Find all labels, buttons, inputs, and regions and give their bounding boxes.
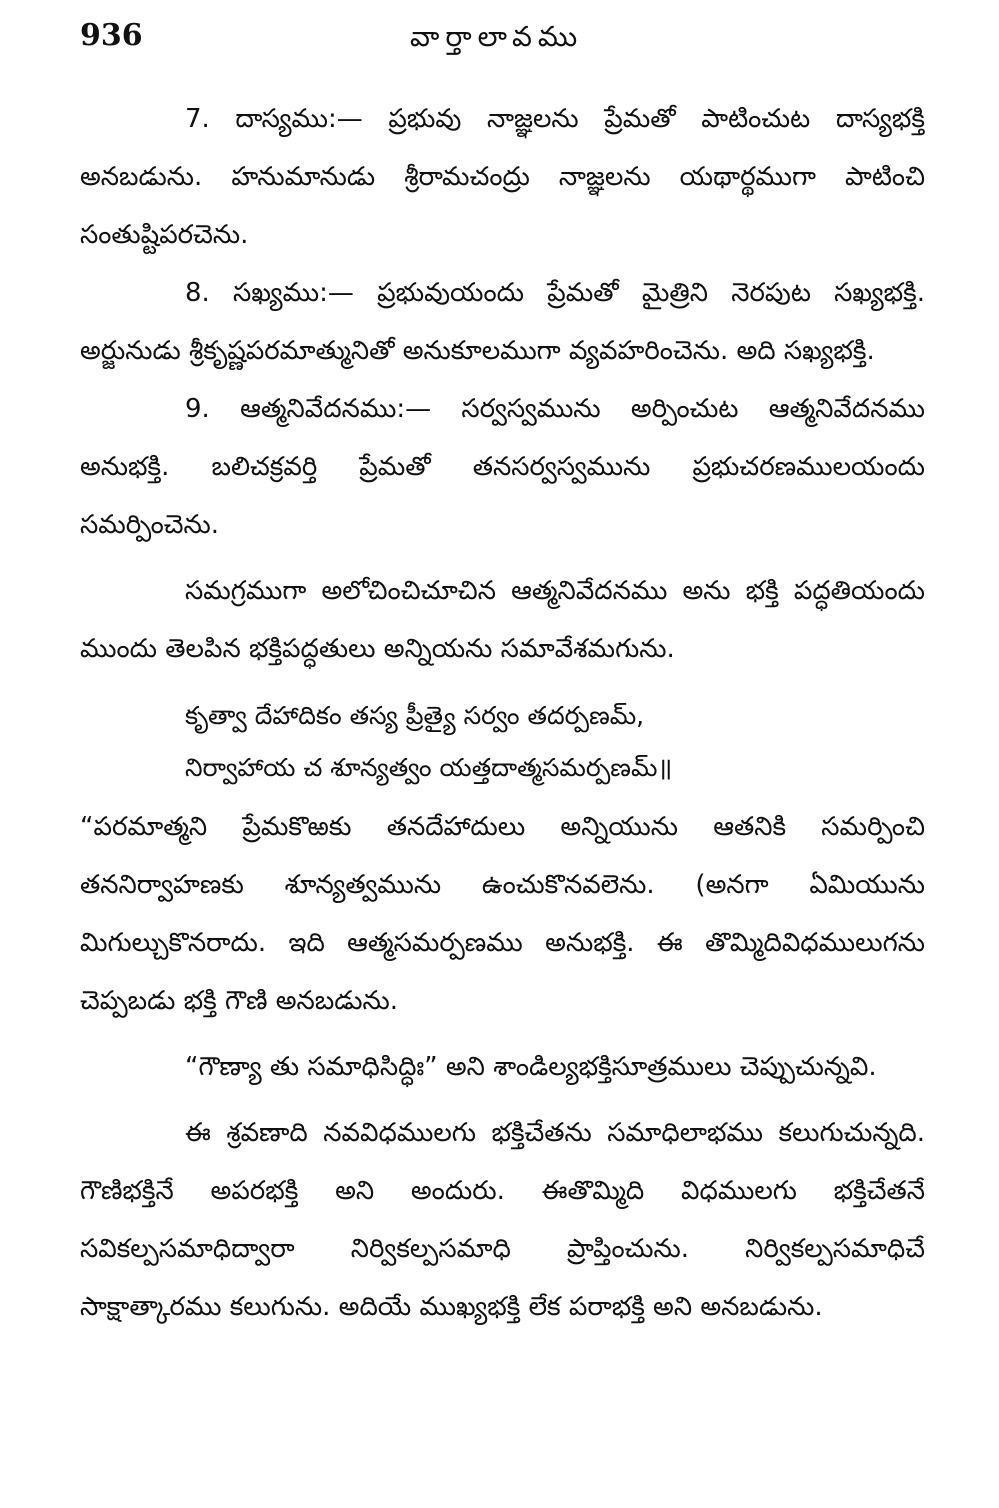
paragraph-summary: సమగ్రముగా అలోచించిచూచిన ఆత్మనివేదనము అను భక్తి పద్ధతియందు ముందు తెలపిన భక్తిపద్ధతులు అన్నియను సమావేశమగును. <box>80 576 925 664</box>
page-number: 936 <box>80 18 143 53</box>
paragraph-dasyam: 7. దాస్యము:— ప్రభువు నాజ్ఞలను ప్రేమతో పాటించుట దాస్యభక్తి అనబడును. హనుమానుడు శ్రీరామచంద్రు నాజ్ఞలను యథార్థముగా పాటించి సంతుష్టిపరచెను. <box>80 104 925 250</box>
paragraph-verse-meaning: “పరమాత్మని ప్రేమకొఱకు తనదేహాదులు అన్నియును ఆతనికి సమర్పించి తననిర్వాహణకు శూన్యత్వమును ఉంచుకొనవలెను. (అనగా ఏమియును మిగుల్చుకొనరాదు. ఇది ఆత్మసమర్పణము అనుభక్తి. ఈ తొమ్మిదివిధములుగను చెప్పబడు భక్తి గౌణి అనబడును. <box>80 812 925 1016</box>
paragraph-atmanivedanam: 9. ఆత్మనివేదనము:— సర్వస్వమును అర్పించుట ఆత్మనివేదనము అనుభక్తి. బలిచక్రవర్తి ప్రేమతో తనసర్వస్వమును ప్రభుచరణములయందు సమర్పించెను. <box>80 394 925 540</box>
verse-line-2: నిర్వాహాయ చ శూన్యత్వం యత్తదాత్మసమర్పణమ్॥ <box>185 753 673 782</box>
paragraph-sakhyam: 8. సఖ్యము:— ప్రభువుయందు ప్రేమతో మైత్రిని నెరపుట సఖ్యభక్తి. అర్జునుడు శ్రీకృష్ణపరమాత్మునితో అనుకూలముగా వ్యవహరించెను. అది సఖ్యభక్తి. <box>80 278 925 366</box>
sanskrit-verse <box>80 690 925 794</box>
paragraph-sandilya-sutra: “గౌణ్యా తు సమాధిసిద్ధిః” అని శాండిల్యభక్తిసూత్రములు చెప్పుచున్నవి. <box>185 1052 877 1082</box>
verse-line-1: కృత్వా దేహాదికం తస్య ప్రీత్యై సర్వం తదర్పణమ్, <box>185 701 645 730</box>
running-title: వార్తాలావము <box>410 20 584 53</box>
page-header <box>80 18 940 68</box>
body-text <box>80 90 925 1336</box>
paragraph-samadhi: ఈ శ్రవణాది నవవిధములగు భక్తిచేతను సమాధిలాభము కలుగుచున్నది. గౌణిభక్తినే అపరభక్తి అని అందురు. ఈతొమ్మిది విధములగు భక్తిచేతనే సవికల్పసమాధిద్వారా నిర్వికల్పసమాధి ప్రాప్తించును. నిర్వికల్పసమాధిచే సాక్షాత్కారము కలుగును. అదియే ముఖ్యభక్తి లేక పరాభక్తి అని అనబడును. <box>80 1118 925 1322</box>
